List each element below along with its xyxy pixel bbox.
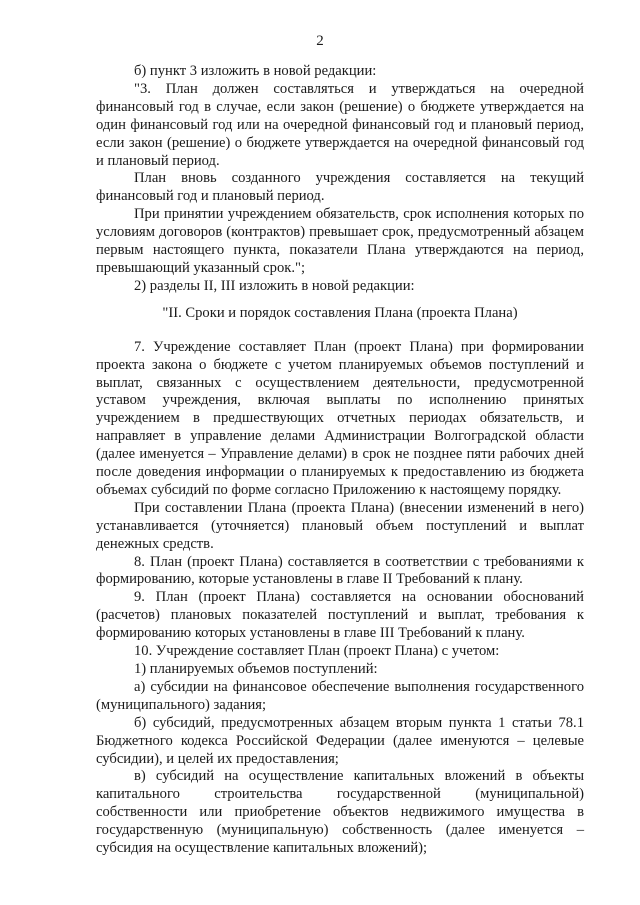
page-number: 2 (316, 33, 324, 49)
paragraph: "3. План должен составляться и утверждаться на очередной финансовый год в случае, если закон (решение) о бюджете утверждается на один финансовый год или на очередной финансовый год и плановый период, если закон (решение) о бюджете утверждается на очередной финансовый год и плановый период. (96, 80, 584, 169)
paragraph: При принятии учреждением обязательств, срок исполнения которых по условиям договоров (контрактов) превышает срок, предусмотренный абзацем первым настоящего пункта, показатели Плана утверждаются на период, превышающий указанный срок."; (96, 206, 584, 276)
paragraph: 1) планируемых объемов поступлений: (134, 661, 378, 677)
paragraph: 9. План (проект Плана) составляется на основании обоснований (расчетов) плановых показателей поступлений и выплат, требования к формированию которых установлены в главе III Требований к плану. (96, 589, 584, 642)
paragraph: 7. Учреждение составляет План (проект Плана) при формировании проекта закона о бюджете с учетом планируемых объемов поступлений и выплат, связанных с осуществлением деятельности, предусмотренной уставом учреждения, включая выплаты по исполнению принятых учреждением в предшествующих отчетных периодах обязательств, и направляет в управление делами Администрации Волгоградской области (далее именуется – Управление делами) в срок не позднее пяти рабочих дней после доведения информации о планируемых к предоставлению из бюджета объемах субсидий по форме согласно Приложению к настоящему порядку. (96, 338, 584, 498)
paragraph: 10. Учреждение составляет План (проект Плана) с учетом: (134, 643, 500, 660)
paragraph: б) субсидий, предусмотренных абзацем вторым пункта 1 статьи 78.1 Бюджетного кодекса Российской Федерации (далее именуются – целевые субсидии), и целей их предоставления; (96, 714, 584, 767)
paragraph: 8. План (проект Плана) составляется в соответствии с требованиями к формированию, которые установлены в главе II Требований к плану. (96, 553, 584, 588)
paragraph: 2) разделы II, III изложить в новой редакции: (134, 277, 415, 294)
section-heading: "II. Сроки и порядок составления Плана (проекта Плана) (162, 304, 518, 321)
paragraph: а) субсидии на финансовое обеспечение выполнения государственного (муниципального) задания; (96, 678, 584, 713)
document-body (96, 63, 584, 858)
paragraph: б) пункт 3 изложить в новой редакции: (134, 63, 377, 79)
paragraph: План вновь созданного учреждения составляется на текущий финансовый год и плановый период. (96, 170, 584, 205)
paragraph: При составлении Плана (проекта Плана) (внесении изменений в него) устанавливается (уточняется) плановый объем поступлений и выплат денежных средств. (96, 499, 584, 552)
paragraph: в) субсидий на осуществление капитальных вложений в объекты капитального строительства государственной (муниципальной) собственности или приобретение объектов недвижимого имущества в государственную (муниципальную) собственность (далее именуется – субсидия на осуществление капитальных вложений); (96, 768, 584, 857)
